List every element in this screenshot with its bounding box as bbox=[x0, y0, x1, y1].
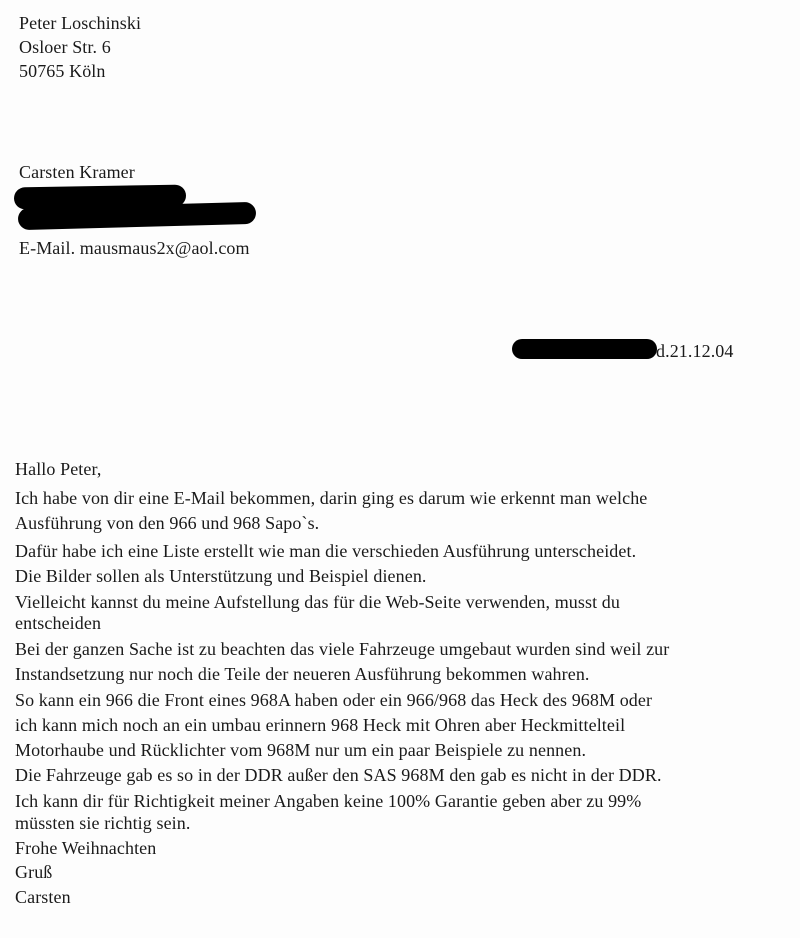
recipient-email: E-Mail. mausmaus2x@aol.com bbox=[19, 238, 250, 258]
redaction-mark bbox=[512, 339, 657, 359]
sender-city: 50765 Köln bbox=[19, 61, 106, 81]
body-line: Motorhaube und Rücklichter vom 968M nur um ein paar Beispiele zu nennen. bbox=[15, 740, 587, 760]
body-line: entscheiden bbox=[15, 613, 102, 633]
closing-greeting: Frohe Weihnachten bbox=[15, 838, 157, 858]
sender-street: Osloer Str. 6 bbox=[19, 37, 111, 57]
body-line: Die Fahrzeuge gab es so in der DDR außer den SAS 968M den gab es nicht in der DDR. bbox=[15, 765, 662, 785]
body-line: Bei der ganzen Sache ist zu beachten das viele Fahrzeuge umgebaut wurden sind weil zur bbox=[15, 639, 670, 659]
body-line: Ausführung von den 966 und 968 Sapo`s. bbox=[15, 513, 320, 533]
closing-regards: Gruß bbox=[15, 862, 53, 882]
sender-name: Peter Loschinski bbox=[19, 13, 142, 33]
body-line: müssten sie richtig sein. bbox=[15, 813, 191, 833]
body-line: Ich kann dir für Richtigkeit meiner Angaben keine 100% Garantie geben aber zu 99% bbox=[15, 791, 642, 811]
signature: Carsten bbox=[15, 887, 71, 907]
body-line: Instandsetzung nur noch die Teile der neueren Ausführung bekommen wahren. bbox=[15, 664, 590, 684]
letter-date: d.21.12.04 bbox=[656, 341, 734, 361]
salutation: Hallo Peter, bbox=[15, 459, 102, 479]
body-line: Die Bilder sollen als Unterstützung und Beispiel dienen. bbox=[15, 566, 427, 586]
body-line: So kann ein 966 die Front eines 968A haben oder ein 966/968 das Heck des 968M oder bbox=[15, 690, 653, 710]
body-line: Dafür habe ich eine Liste erstellt wie man die verschieden Ausführung unterscheidet. bbox=[15, 541, 637, 561]
body-line: Ich habe von dir eine E-Mail bekommen, darin ging es darum wie erkennt man welche bbox=[15, 488, 648, 508]
body-line: Vielleicht kannst du meine Aufstellung das für die Web-Seite verwenden, musst du bbox=[15, 592, 621, 612]
recipient-name: Carsten Kramer bbox=[19, 162, 135, 182]
body-line: ich kann mich noch an ein umbau erinnern 968 Heck mit Ohren aber Heckmittelteil bbox=[15, 715, 626, 735]
